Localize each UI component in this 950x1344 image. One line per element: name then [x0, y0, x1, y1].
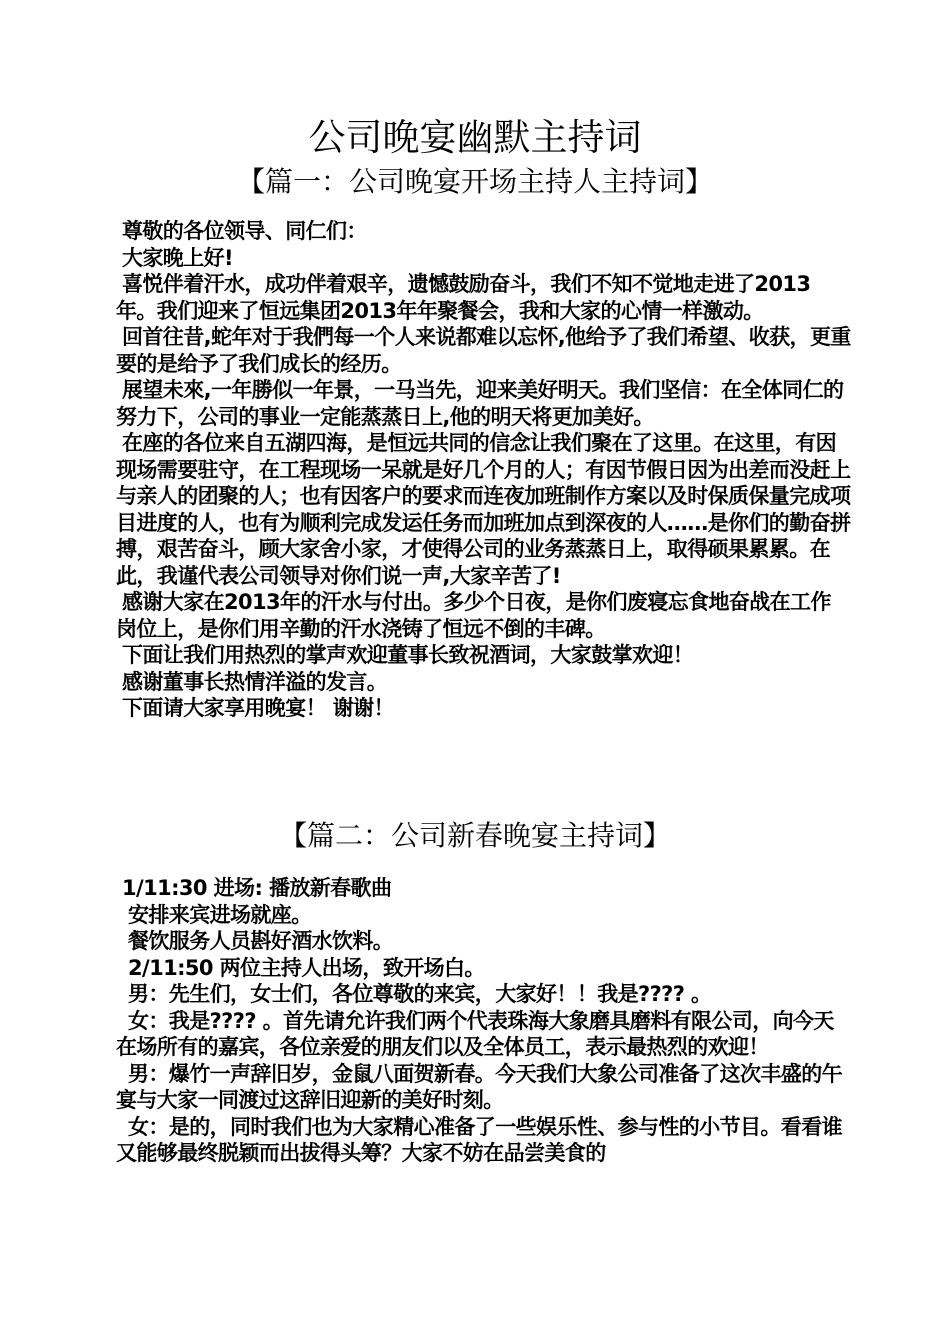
paragraph: 下面请大家享用晚宴！ 谢谢！: [122, 696, 394, 720]
section-2-heading: 【篇二：公司新春晚宴主持词】: [278, 819, 671, 852]
paragraph: 在座的各位来自五湖四海，是恒远共同的信念让我们聚在了这里。在这里，有因现场需要驻守，在工程现场一呆就是好几个月的人；有因节假日因为出差而没赶上与亲人的团聚的人；也有因客户的要求而连夜加班制作方案以及时保质保量完成项目进度的人，也有为顺利完成发运任务而加班加点到深夜的人……是你们的勤奋拼搏，艰苦奋斗，顾大家舍小家，才使得公司的业务蒸蒸日上，取得硕果累累。在此，我谨代表公司领导对你们说一声,大家辛苦了!: [116, 431, 851, 588]
paragraph: 餐饮服务人员斟好酒水饮料。: [128, 929, 394, 953]
paragraph: 尊敬的各位领导、同仁们：: [122, 219, 367, 243]
paragraph: 展望未來,一年勝似一年景，一马当先，迎来美好明天。我们坚信：在全体同仁的努力下，公司的事业一定能蒸蒸日上,他的明天将更加美好。: [116, 378, 844, 429]
document-title: 公司晚宴幽默主持词: [308, 116, 642, 159]
paragraph: 安排来宾进场就座。: [128, 902, 312, 927]
paragraph: 1/11:30 进场: 播放新春歌曲: [122, 876, 392, 900]
paragraph: 女：我是???? 。首先请允许我们两个代表珠海大象磨具磨料有限公司，向今天在场所有的嘉宾，各位亲爱的朋友们以及全体员工，表示最热烈的欢迎！: [116, 1008, 834, 1059]
paragraph: 男：爆竹一声辞旧岁，金鼠八面贺新春。今天我们大象公司准备了这次丰盛的午宴与大家一同渡过这辞旧迎新的美好时刻。: [116, 1061, 842, 1112]
section-1-body: [116, 218, 851, 722]
section-2-body: [116, 875, 851, 1167]
section-1-heading: 【篇一：公司晚宴开场主持人主持词】: [236, 165, 713, 198]
paragraph: 2/11:50 两位主持人出场，致开场白。: [128, 955, 485, 980]
paragraph: 喜悦伴着汗水，成功伴着艰辛，遗憾鼓励奋斗，我们不知不觉地走进了2013年。我们迎来了恒远集团2013年年聚餐会，我和大家的心情一样激动。: [116, 272, 811, 323]
paragraph: 男：先生们，女士们，各位尊敬的来宾，大家好！！我是???? 。: [128, 982, 712, 1006]
paragraph: 回首往昔,蛇年对于我們每一个人来说都难以忘怀,他给予了我们希望、收获，更重要的是给予了我们成长的经历。: [116, 325, 851, 376]
paragraph: 感谢董事长热情洋溢的发言。: [122, 669, 388, 694]
paragraph: 大家晚上好!: [122, 245, 233, 270]
paragraph: 感谢大家在2013年的汗水与付出。多少个日夜，是你们废寝忘食地奋战在工作岗位上，是你们用辛勤的汗水浇铸了恒远不倒的丰碑。: [116, 590, 831, 641]
paragraph: 女：是的，同时我们也为大家精心准备了一些娱乐性、参与性的小节目。看看谁又能够最终脱颖而出拔得头筹？大家不妨在品尝美食的: [116, 1114, 842, 1165]
paragraph: 下面让我们用热烈的掌声欢迎董事长致祝酒词，大家鼓掌欢迎！: [122, 643, 694, 667]
